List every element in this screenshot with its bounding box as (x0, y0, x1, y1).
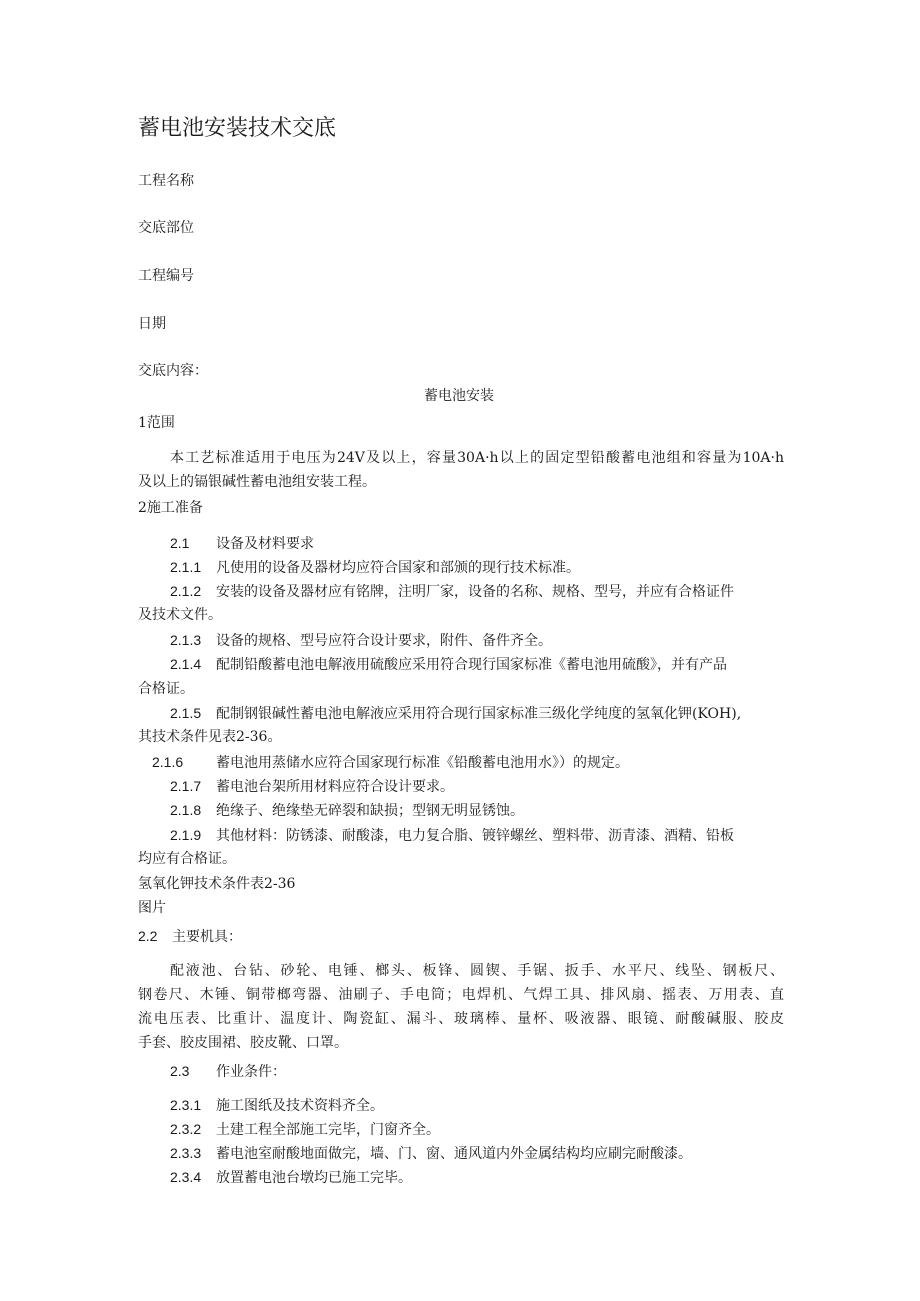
item-text: 放置蓄电池台墩均已施工完毕。 (216, 1170, 412, 1186)
section-1-paragraph-line: 本工艺标准适用于电压为24V及以上，容量30A·h以上的固定型铅酸蓄电池组和容量为10A·h (170, 450, 784, 466)
item-number: 2.1.4 (170, 656, 202, 672)
item-text-continued: 均应有合格证。 (138, 851, 236, 867)
tools-line: 流电压表、比重计、温度计、陶瓷缸、漏斗、玻璃棒、量杯、吸液器、眼镜、耐酸碱服、胶皮 (138, 1011, 784, 1027)
item-2-1-1 (170, 560, 580, 575)
item-text: 配制钢银碱性蓄电池电解液应采用符合现行国家标准三级化学纯度的氢氧化钾(KOH), (216, 706, 742, 722)
item-2-3-2 (170, 1122, 440, 1137)
item-2-1-2 (170, 584, 734, 599)
item-2-1-6 (152, 755, 629, 770)
item-2-1-4 (170, 657, 727, 672)
item-2-1 (170, 536, 314, 551)
item-text-continued: 其技术条件见表2-36。 (138, 729, 282, 745)
item-text: 作业条件： (216, 1064, 286, 1080)
item-number: 2.3 (170, 1063, 190, 1079)
item-number: 2.1.6 (152, 754, 184, 770)
field-project-name: 工程名称 (138, 173, 194, 189)
item-2-3 (170, 1064, 286, 1079)
item-2-1-3 (170, 633, 552, 648)
document-title: 蓄电池安装技术交底 (138, 116, 337, 141)
item-text-continued: 合格证。 (138, 681, 194, 697)
item-text: 土建工程全部施工完毕，门窗齐全。 (216, 1122, 440, 1138)
item-text: 绝缘子、绝缘垫无碎裂和缺损；型钢无明显锈蚀。 (216, 803, 524, 819)
item-number: 2.1.3 (170, 632, 202, 648)
item-text: 设备的规格、型号应符合设计要求，附件、备件齐全。 (216, 633, 552, 649)
item-text-continued: 及技术文件。 (138, 607, 222, 623)
item-number: 2.3.1 (170, 1097, 202, 1113)
item-number: 2.3.4 (170, 1169, 202, 1185)
item-text: 其他材料：防锈漆、耐酸漆，电力复合脂、镀锌螺丝、塑料带、沥青漆、酒精、铅板 (216, 828, 734, 844)
field-project-no: 工程编号 (138, 268, 194, 284)
field-date: 日期 (138, 316, 166, 332)
item-number: 2.1.5 (170, 705, 202, 721)
field-content: 交底内容： (138, 363, 208, 379)
item-number: 2.1.2 (170, 583, 202, 599)
item-number: 2.1.9 (170, 827, 202, 843)
item-2-1-7 (170, 779, 454, 794)
item-text: 施工图纸及技术资料齐全。 (216, 1098, 384, 1114)
tools-line: 钢卷尺、木锤、铜带榔弯器、油刷子、手电筒；电焊机、气焊工具、排风扇、摇表、万用表、直 (138, 987, 784, 1003)
item-text: 设备及材料要求 (216, 536, 314, 552)
item-number: 2.1.8 (170, 802, 202, 818)
table-caption: 氢氧化钾技术条件表2-36 (138, 876, 296, 892)
section-1-paragraph-line: 及以上的镉银碱性蓄电池组安装工程。 (138, 474, 376, 490)
section-subtitle: 蓄电池安装 (424, 388, 494, 404)
item-number: 2.3.3 (170, 1145, 202, 1161)
item-text: 蓄电池用蒸储水应符合国家现行标准《铅酸蓄电池用水》）的规定。 (216, 755, 629, 771)
item-2-3-1 (170, 1098, 384, 1113)
item-2-3-3 (170, 1146, 692, 1161)
item-number: 2.3.2 (170, 1121, 202, 1137)
item-number: 2.1.1 (170, 559, 202, 575)
section-2-heading: 2施工准备 (138, 500, 203, 516)
item-2-1-8 (170, 803, 524, 818)
field-location: 交底部位 (138, 220, 194, 236)
item-text: 安装的设备及器材应有铭牌，注明厂家，设备的名称、规格、型号，并应有合格证件 (216, 584, 734, 600)
item-text: 蓄电池室耐酸地面做完，墙、门、窗、通风道内外金属结构均应刷完耐酸漆。 (216, 1146, 692, 1162)
item-text: 蓄电池台架所用材料应符合设计要求。 (216, 779, 454, 795)
item-text: 主要机具： (172, 929, 242, 945)
tools-line: 配液池、台钻、砂轮、电锤、榔头、板锋、圆锲、手锯、扳手、水平尺、线坠、钢板尺、 (170, 963, 784, 979)
image-placeholder-text: 图片 (138, 900, 166, 916)
item-text: 配制铅酸蓄电池电解液用硫酸应采用符合现行国家标准《蓄电池用硫酸》，并有产品 (216, 657, 727, 673)
item-number: 2.1.7 (170, 778, 202, 794)
item-2-2 (138, 929, 242, 944)
tools-line: 手套、胶皮围裙、胶皮靴、口罩。 (138, 1035, 348, 1051)
item-text: 凡使用的设备及器材均应符合国家和部颁的现行技术标准。 (216, 560, 580, 576)
item-number: 2.2 (138, 928, 158, 944)
item-2-1-5 (170, 706, 741, 721)
section-1-heading: 1范围 (138, 415, 175, 431)
item-number: 2.1 (170, 535, 190, 551)
item-2-1-9 (170, 828, 734, 843)
item-2-3-4 (170, 1170, 412, 1185)
